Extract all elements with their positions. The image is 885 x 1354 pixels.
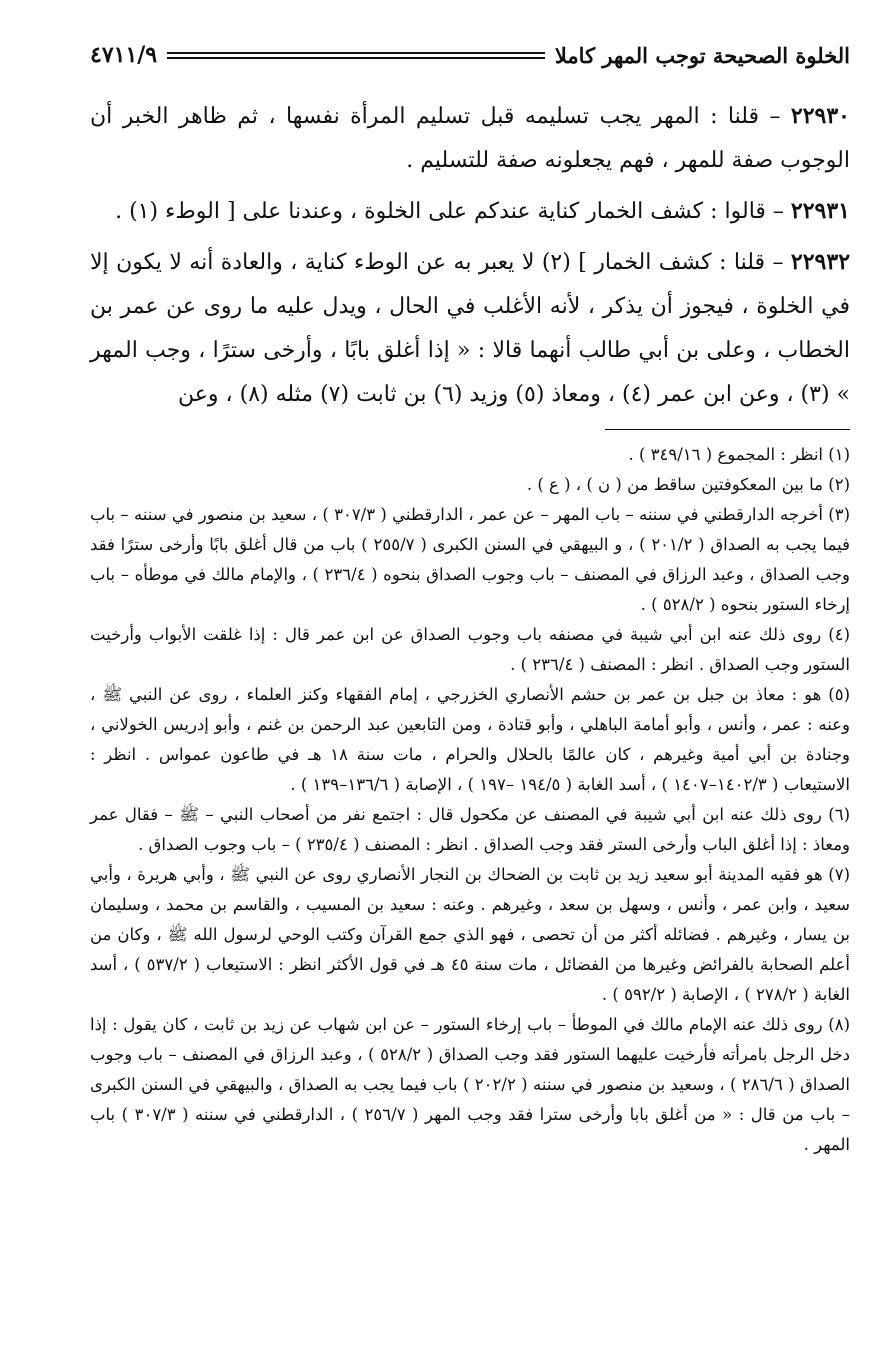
paragraph-text: – قلنا : المهر يجب تسليمه قبل تسليم المرأة نفسها ، ثم ظاهر الخبر أن الوجوب صفة للمهر ، فهم يجعلونه صفة للتسليم . [90, 104, 850, 173]
document-page [90, 38, 850, 1160]
footnote: (٦) روى ذلك عنه ابن أبي شيبة في المصنف عن مكحول قال : اجتمع نفر من أصحاب النبي – ﷺ – فقال عمر ومعاذ : إذا أغلق الباب وأرخى الستر فقد وجب الصداق . انظر : المصنف ( ٢٣٥/٤ ) – باب وجوب الصداق . [90, 805, 850, 854]
header-rule [167, 52, 545, 59]
header-title: الخلوة الصحيحة توجب المهر كاملا [554, 42, 850, 68]
paragraph-number: ٢٢٩٣٢ [790, 249, 851, 275]
footnotes [90, 440, 850, 1160]
footnote: (١) انظر : المجموع ( ٣٤٩/١٦ ) . [628, 445, 850, 464]
footnote: (٢) ما بين المعكوفتين ساقط من ( ن ) ، ( ع ) . [526, 475, 850, 494]
paragraph-text: – قلنا : كشف الخمار ] (٢) لا يعبر به عن الوطء كناية ، والعادة أنه لا يكون إلا في الخلوة ، فيجوز أن يذكر ، لأنه الأغلب في الحال ، ويدل عليه ما روى عن عمر بن الخطاب ، وعلى بن أبي طالب أنهما قالا : « إذا أغلق بابًا ، وأرخى سترًا ، وجب المهر » (٣) ، وعن ابن عمر (٤) ، ومعاذ (٥) وزيد (٦) بن ثابت (٧) مثله (٨) ، وعن [90, 250, 850, 407]
main-text [90, 94, 850, 417]
page-number: ٤٧١١/٩ [90, 42, 158, 68]
paragraph-number: ٢٢٩٣١ [790, 198, 850, 224]
paragraph [90, 240, 850, 417]
footnote: (٣) أخرجه الدارقطني في سننه – باب المهر – عن عمر ، الدارقطني ( ٣٠٧/٣ ) ، سعيد بن منصور في سننه – باب فيما يجب به الصداق ( ٢٠١/٢ ) ، و البيهقي في السنن الكبرى ( ٢٥٥/٧ ) باب من قال أغلق بابًا وأرخى سترًا فقد وجب الصداق ، وعبد الرزاق في المصنف – باب وجوب الصداق بنحوه ( ٢٣٦/٤ ) ، والإمام مالك في موطأه – باب إرخاء الستور بنحوه ( ٥٢٨/٢ ) . [90, 505, 851, 614]
running-header [90, 38, 850, 72]
footnote: (٨) روى ذلك عنه الإمام مالك في الموطأ – باب إرخاء الستور – عن ابن شهاب عن زيد بن ثابت ، كان يقول : إذا دخل الرجل بامرأته فأرخيت عليهما الستور فقد وجب الصداق ( ٥٢٨/٢ ) ، وعبد الرزاق في المصنف – باب وجوب الصداق ( ٢٨٦/٦ ) ، وسعيد بن منصور في سننه ( ٢٠٢/٢ ) باب فيما يجب به الصداق ، والبيهقي في السنن الكبرى – باب من قال : « من أغلق بابا وأرخى سترا فقد وجب المهر ( ٢٥٦/٧ ) ، الدارقطني في سننه ( ٣٠٧/٣ ) باب المهر . [90, 1015, 851, 1154]
footnote-separator [605, 429, 850, 430]
footnote: (٥) هو : معاذ بن جبل بن عمر بن حشم الأنصاري الخزرجي ، إمام الفقهاء وكنز العلماء ، روى عن النبي ﷺ ، وعنه : عمر ، وأنس ، وأبو أمامة الباهلي ، وأبو قتادة ، ومن التابعين عبد الرحمن بن غنم ، وأبو إدريس الخولاني ، وجنادة بن أبي أمية وغيرهم ، كان عالمًا بالحلال والحرام ، مات سنة ١٨ هـ في طاعون عمواس . انظر : الاستيعاب ( ١٤٠٢/٣–١٤٠٧ ) ، أسد الغابة ( ١٩٤/٥ –١٩٧ ) ، الإصابة ( ١٣٦/٦–١٣٩ ) . [90, 685, 850, 794]
paragraph-text: – قالوا : كشف الخمار كناية عندكم على الخلوة ، وعندنا على [ الوطء (١) . [115, 199, 791, 224]
footnote: (٧) هو فقيه المدينة أبو سعيد زيد بن ثابت بن الضحاك بن النجار الأنصاري روى عن النبي ﷺ ، وأبي هريرة ، وأبي سعيد ، وابن عمر ، وأنس ، وسهل بن سعد ، وغيرهم . وعنه : سعيد بن المسيب ، والقاسم بن محمد ، وسليمان بن يسار ، وغيرهم . فضائله أكثر من أن تحصى ، فهو الذي جمع القرآن وكتب الوحي لرسول الله ﷺ ، وكان من أعلم الصحابة بالفرائض وغيرها من الفضائل ، مات سنة ٤٥ هـ في قول الأكثر انظر : الاستيعاب ( ٥٣٧/٢ ) ، أسد الغابة ( ٢٧٨/٢ ) ، الإصابة ( ٥٩٢/٢ ) . [90, 865, 851, 1004]
footnote: (٤) روى ذلك عنه ابن أبي شيبة في مصنفه باب وجوب الصداق عن ابن عمر قال : إذا غلقت الأبواب وأرخيت الستور وجب الصداق . انظر : المصنف ( ٢٣٦/٤ ) . [90, 625, 850, 674]
paragraph-number: ٢٢٩٣٠ [790, 103, 850, 129]
paragraph [90, 94, 850, 183]
paragraph [90, 189, 850, 234]
